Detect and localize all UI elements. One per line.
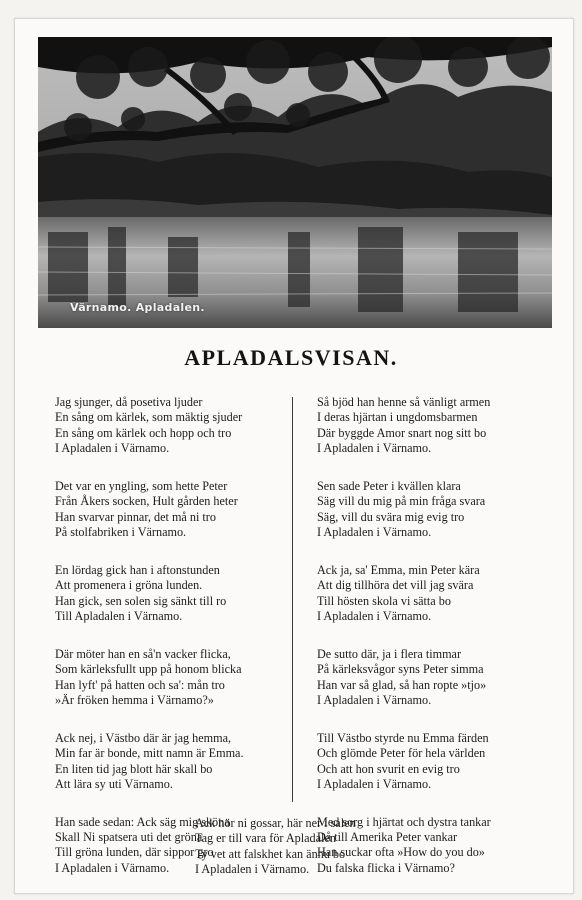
verse-line: Och glömde Peter för hela världen	[317, 746, 486, 761]
verse-line: Det var en yngling, som hette Peter	[55, 478, 228, 493]
verse-line: Från Åkers socken, Hult gården heter	[55, 494, 238, 509]
verse-line: I Apladalen i Värnamo.	[317, 609, 432, 624]
verse-line: Jag sjunger, då posetiva ljuder	[55, 395, 203, 409]
verse-line: Ack ja, sa' Emma, min Peter kära	[317, 562, 480, 577]
photo-caption: Värnamo. Apladalen.	[70, 301, 205, 314]
verse-line: Min far är bonde, mitt namn är Emma.	[55, 746, 244, 761]
verse-line: Då till Amerika Peter vankar	[317, 830, 458, 845]
verse-line: En liten tid jag blott här skall bo	[55, 761, 213, 776]
verse-line: Så bjöd han henne så vänligt armen	[317, 395, 491, 409]
verse-line: I Apladalen i Värnamo.	[317, 525, 432, 540]
verse-line: En sång om kärlek, som mäktig sjuder	[55, 410, 243, 425]
verse-line: Han svarvar pinnar, det må ni tro	[55, 509, 216, 524]
verse-line: Till Västbo styrde nu Emma färden	[317, 730, 489, 745]
stanza	[55, 479, 295, 541]
verse-line: Sen sade Peter i kvällen klara	[317, 478, 461, 493]
verse-line: Att dig tillhöra det vill jag svära	[317, 578, 474, 593]
verse-line: Med sorg i hjärtat och dystra tankar	[317, 814, 491, 829]
verse-line: En lördag gick han i aftonstunden	[55, 562, 220, 577]
verse-line: På stolfabriken i Värnamo.	[55, 525, 187, 540]
verse-line: I Apladalen i Värnamo.	[55, 441, 170, 456]
stanza	[55, 731, 295, 793]
verse-line: I Apladalen i Värnamo.	[317, 776, 432, 791]
verse-line: Han var så glad, så han ropte »tjo»	[317, 677, 487, 692]
stanza	[317, 647, 557, 709]
verse-line: Där byggde Amor snart nog sitt bo	[317, 425, 487, 440]
verse-line: I Apladalen i Värnamo.	[195, 862, 310, 877]
verse-line: Han sade sedan: Ack säg mig sköna	[55, 814, 230, 829]
verse-line: Ty vet att falskhet kan ännu bo	[195, 846, 346, 861]
verse-line: På kärleksvågor syns Peter simma	[317, 662, 484, 677]
verse-line: Ack nej, i Västbo där är jag hemma,	[55, 730, 232, 745]
verse-line: Till Apladalen i Värnamo.	[55, 609, 183, 624]
final-stanza	[195, 816, 435, 878]
verse-line: Säg vill du mig på min fråga svara	[317, 494, 486, 509]
column-divider	[292, 397, 293, 802]
verse-line: Ack hör ni gossar, här ner i salen	[195, 816, 356, 830]
verse-line: Säg, vill du svära mig evig tro	[317, 509, 465, 524]
verse-line: Som kärleksfullt upp på honom blicka	[55, 662, 242, 677]
verse-line: Att promenera i gröna lunden.	[55, 578, 203, 593]
verse-line: Och att hon svurit en evig tro	[317, 761, 460, 776]
verse-line: Till gröna lunden, där sippor gro	[55, 845, 214, 860]
verse-line: De sutto där, ja i flera timmar	[317, 646, 462, 661]
stanza	[55, 395, 295, 457]
stanza	[317, 479, 557, 541]
stanza	[317, 563, 557, 625]
stanza	[317, 395, 557, 457]
song-title: APLADALSVISAN.	[184, 345, 398, 370]
verse-line: I Apladalen i Värnamo.	[317, 692, 432, 707]
stanza	[55, 563, 295, 625]
verse-line: Han gick, sen solen sig sänkt till ro	[55, 593, 227, 608]
lake-photo	[38, 37, 552, 328]
stanza	[317, 731, 557, 793]
verse-line: En sång om kärlek och hopp och tro	[55, 425, 232, 440]
verse-line: Till hösten skola vi sätta bo	[317, 593, 451, 608]
lake-photo-icon	[38, 37, 552, 328]
verse-line: I Apladalen i Värnamo.	[317, 441, 432, 456]
verse-line: Han suckar ofta »How do you do»	[317, 845, 485, 860]
verse-line: »Är fröken hemma i Värnamo?»	[55, 692, 214, 707]
verse-line: Tag er till vara för Apladalen	[195, 831, 336, 846]
verse-line: Du falska flicka i Värnamo?	[317, 860, 455, 875]
verse-line: Skall Ni spatsera uti det gröna	[55, 830, 203, 845]
stanza	[55, 647, 295, 709]
verse-line: Där möter han en så'n vacker flicka,	[55, 646, 231, 661]
verse-line: I Apladalen i Värnamo.	[55, 860, 170, 875]
verse-line: I deras hjärtan i ungdomsbarmen	[317, 410, 478, 425]
verse-line: Att lära sy uti Värnamo.	[55, 776, 173, 791]
verse-line: Han lyft' på hatten och sa': mån tro	[55, 677, 225, 692]
